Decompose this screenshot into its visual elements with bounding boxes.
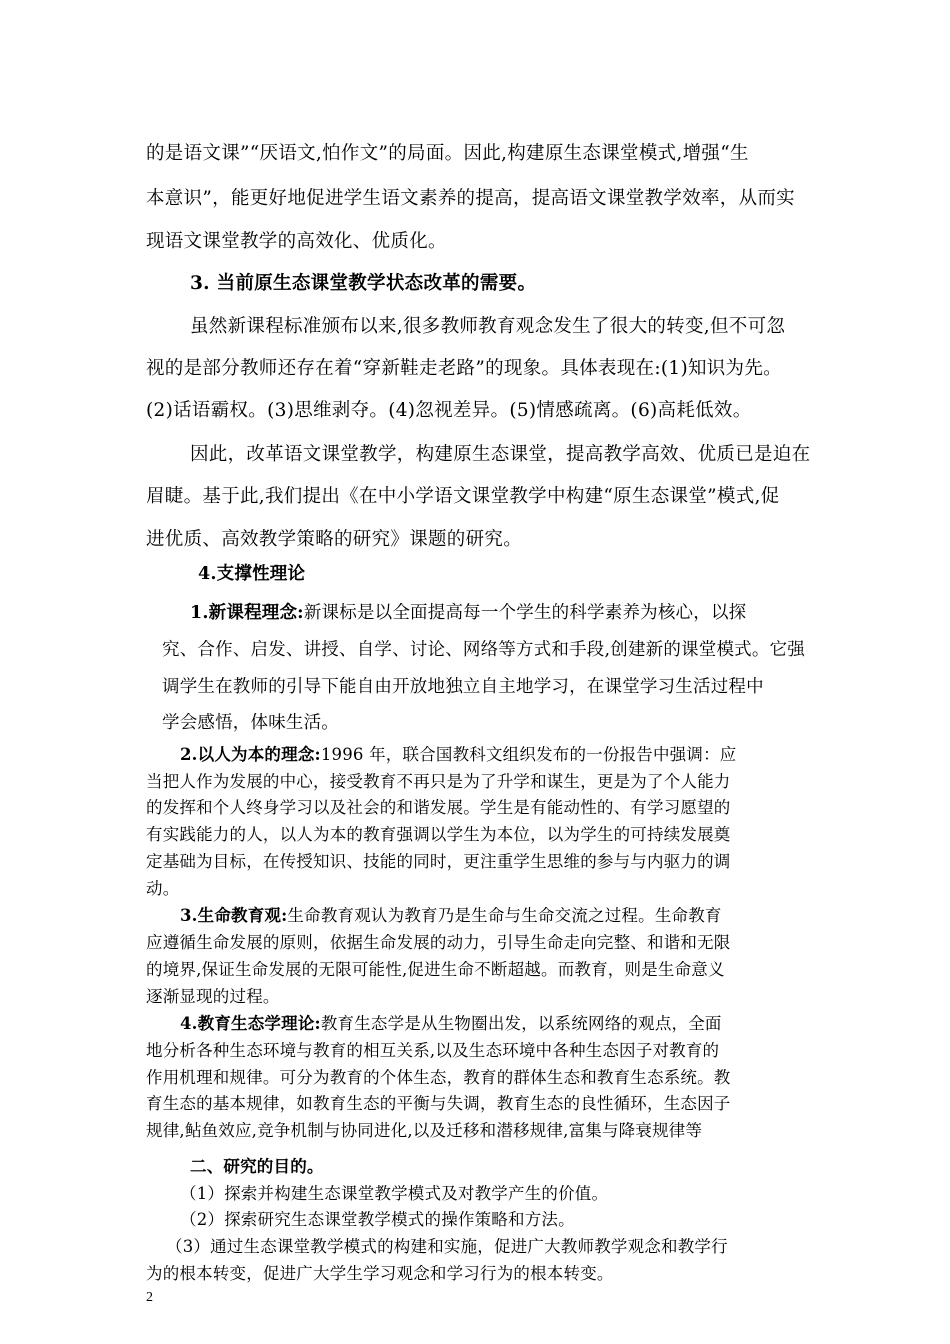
theory2-line-2: 当把人作为发展的中心，接受教育不再只是为了升学和谋生，更是为了个人能力 <box>146 772 731 791</box>
theory4-line-5: 规律,鲇鱼效应,竞争机制与协同进化,以及迁移和潜移规律,富集与降衰规律等 <box>146 1121 703 1140</box>
theory1-label: 1.新课程理念: <box>190 603 304 623</box>
theory3-line-1: 生命教育观认为教育乃是生命与生命交流之过程。生命教育 <box>287 906 722 925</box>
intro-line-2: 本意识”，能更好地促进学生语文素养的提高，提高语文课堂教学效率，从而实 <box>146 188 795 209</box>
theory4-line-4: 育生态的基本规律，如教育生态的平衡与失调，教育生态的良性循环，生态因子 <box>146 1094 731 1113</box>
theory2-line-1: 1996 年，联合国教科文组织发布的一份报告中强调：应 <box>320 745 737 764</box>
page-number: 2 <box>146 1290 153 1305</box>
heading-3: 3. 当前原生态课堂教学状态改革的需要。 <box>190 273 537 294</box>
heading-4: 4.支撑性理论 <box>198 564 306 584</box>
theory3-label: 3.生命教育观: <box>180 906 288 925</box>
theory4-line-1: 教育生态学是从生物圈出发，以系统网络的观点，全面 <box>320 1014 722 1033</box>
section2-heading: 二、研究的目的。 <box>190 1157 324 1176</box>
para4-line-1: 因此，改革语文课堂教学，构建原生态课堂，提高教学高效、优质已是迫在 <box>190 444 811 465</box>
theory3-line-4: 逐渐显现的过程。 <box>146 987 280 1006</box>
theory2-label: 2.以人为本的理念: <box>180 745 321 764</box>
section2-item-1: （1）探索并构建生态课堂教学模式及对教学产生的价值。 <box>180 1184 609 1203</box>
para3-line-1: 虽然新课程标准颁布以来,很多教师教育观念发生了很大的转变,但不可忽 <box>190 316 786 337</box>
theory1-line-3: 调学生在教师的引导下能自由开放地独立自主地学习，在课堂学习生活过程中 <box>162 677 764 697</box>
section2-item-3-line-1: （3）通过生态课堂教学模式的构建和实施，促进广大教师教学观念和教学行 <box>166 1237 728 1256</box>
para3-line-3: (2)话语霸权。(3)思维剥夺。(4)忽视差异。(5)情感疏离。(6)高耗低效。 <box>146 400 752 421</box>
theory3-line-2: 应遵循生命发展的原则，依据生命发展的动力，引导生命走向完整、和谐和无限 <box>146 933 731 952</box>
theory2-line-5: 定基础为目标，在传授知识、技能的同时，更注重学生思维的参与与内驱力的调 <box>146 852 731 871</box>
theory4-line-2: 地分析各种生态环境与教育的相互关系,以及生态环境中各种生态因子对教育的 <box>146 1041 720 1060</box>
theory2-line-3: 的发挥和个人终身学习以及社会的和谐发展。学生是有能动性的、有学习愿望的 <box>146 798 731 817</box>
para3-line-2: 视的是部分教师还存在着“穿新鞋走老路”的现象。具体表现在:(1)知识为先。 <box>146 358 782 379</box>
intro-line-3: 现语文课堂教学的高效化、优质化。 <box>146 231 447 252</box>
theory2-line-4: 有实践能力的人，以人为本的教育强调以学生为本位，以为学生的可持续发展奠 <box>146 825 731 844</box>
para4-line-3: 进优质、高效教学策略的研究》课题的研究。 <box>146 529 523 550</box>
theory4-line-3: 作用机理和规律。可分为教育的个体生态，教育的群体生态和教育生态系统。教 <box>146 1068 731 1087</box>
para4-line-2: 眉睫。基于此,我们提出《在中小学语文课堂教学中构建“原生态课堂”模式,促 <box>146 486 780 507</box>
theory2-line-6: 动。 <box>146 879 180 898</box>
theory1-line-4: 学会感悟，体味生活。 <box>162 713 339 733</box>
theory4-label: 4.教育生态学理论: <box>180 1014 321 1033</box>
theory1-line-2: 究、合作、启发、讲授、自学、讨论、网络等方式和手段,创建新的课堂模式。它强 <box>162 640 805 660</box>
theory1-line-1: 新课标是以全面提高每一个学生的科学素养为核心，以探 <box>303 603 747 623</box>
section2-item-2: （2）探索研究生态课堂教学模式的操作策略和方法。 <box>180 1210 575 1229</box>
section2-item-3-line-2: 为的根本转变，促进广大学生学习观念和学习行为的根本转变。 <box>146 1264 614 1283</box>
theory3-line-3: 的境界,保证生命发展的无限可能性,促进生命不断超越。而教育，则是生命意义 <box>146 960 725 979</box>
intro-line-1: 的是语文课”“厌语文,怕作文”的局面。因此,构建原生态课堂模式,增强“生 <box>146 143 749 164</box>
